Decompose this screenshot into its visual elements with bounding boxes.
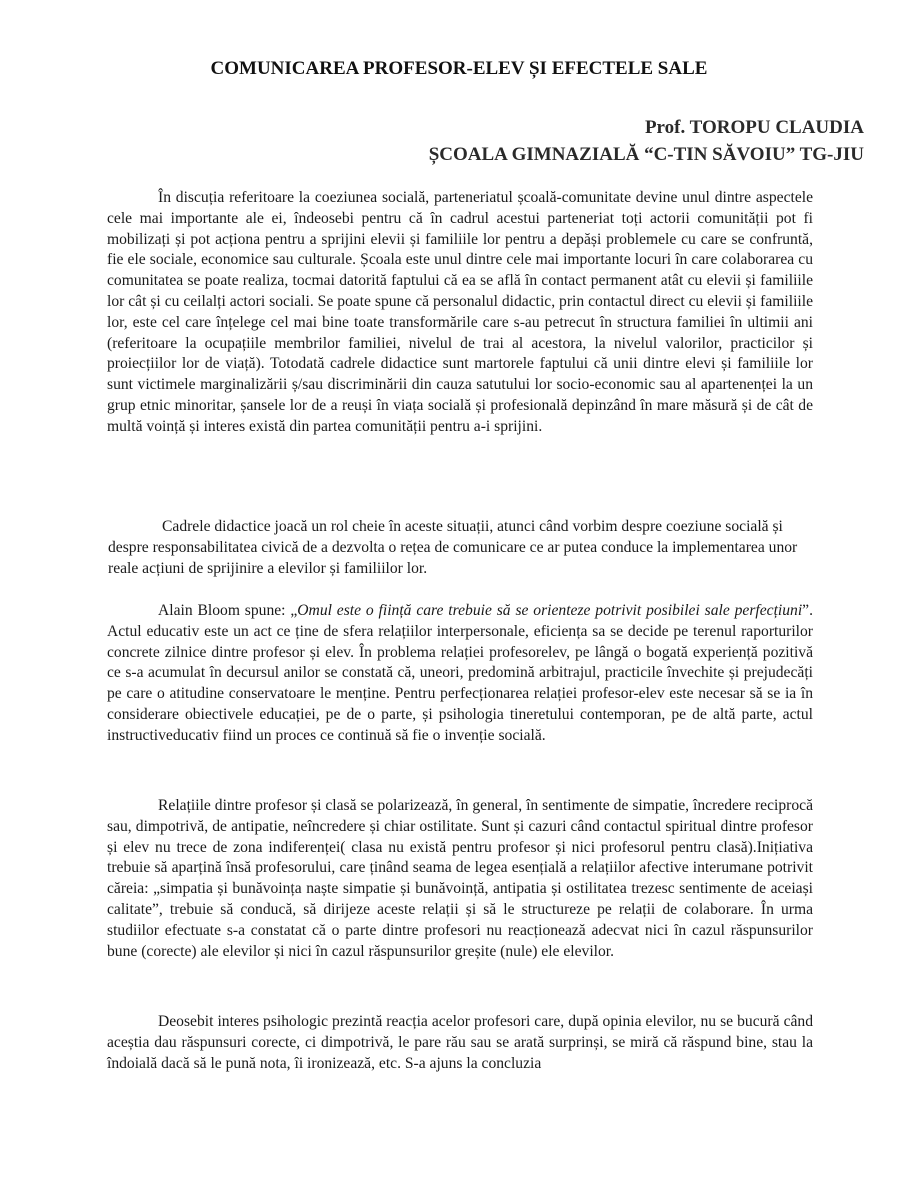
paragraph-2 [108,517,826,579]
bloom-quote: Omul este o ființă care trebuie să se orienteze potrivit posibilei sale perfecțiuni [297,602,803,619]
document-title: COMUNICAREA PROFESOR-ELEV ȘI EFECTELE SALE [210,58,708,79]
paragraph-rest: ”. Actul educativ este un act ce ține de sfera relațiilor interpersonale, eficiența sa se decide pe terenul raporturilor concrete zilnice dintre profesor și elev. În problema relației profesorelev, pe lângă o bogată experiență pozitivă ce s-a acumulat în decursul anilor se constată că, uneori, predomină arbitrajul, practicile învechite și prejudecăți pe care o atitudine conservatoare le menține. Pentru perfecționarea relației profesor-elev este necesar să se ia în considerare obiectivele educației, pe de o parte, și psihologia tineretului contemporan, pe de altă parte, actul instructiveducativ fiind un proces ce continuă să fie o invenție socială. [107,602,813,744]
author-block [429,114,864,168]
paragraph-3 [107,601,813,747]
paragraph-1 [107,188,813,438]
paragraph-text: Relațiile dintre profesor și clasă se polarizează, în general, în sentimente de simpatie, încredere reciprocă sau, dimpotrivă, de antipatie, neîncredere și chiar ostilitate. Sunt și cazuri când contactul spiritual dintre profesor și elev nu trece de zona indiferenței( clasa nu există pentru profesor și nici profesorul pentru clasă).Inițiativa trebuie să aparțină însă profesorului, care ținând seama de legea esențială a relațiilor afective interumane potrivit căreia: „simpatia și bunăvoința naște simpatie și bunăvoință, antipatia și ostilitatea trezesc sentimente de aceiași calitate”, trebuie să conducă, să dirijeze aceste relații și să le structureze pe relații de colaborare. În urma studiilor efectuate s-a constatat că o parte dintre profesori nu reacționează adecvat nici în cazul răspunsurilor bune (corecte) ale elevilor și nici în cazul răspunsurilor greșite (nule) ele elevilor. [107,797,813,960]
paragraph-text: Cadrele didactice joacă un rol cheie în aceste situații, atunci când vorbim despre coeziune socială și despre responsabilitatea civică de a dezvolta o rețea de comunicare ce ar putea conduce la implementarea unor reale acțiuni de sprijinire a elevilor și familiilor lor. [108,518,798,577]
paragraph-lead: Alain Bloom spune: „ [158,602,298,619]
author-name: Prof. TOROPU CLAUDIA [644,117,864,138]
paragraph-text [107,601,813,747]
paragraph-text: Deosebit interes psihologic prezintă reacția acelor profesori care, după opinia elevilor, nu se bucură când aceștia dau răspunsuri corecte, ci dimpotrivă, le pare rău sau se arată surprinși, se miră că răspund bine, stau la îndoială dacă să le pună nota, îi ironizează, etc. S-a ajuns la concluzia [107,1013,813,1072]
institution-name: ȘCOALA GIMNAZIALĂ “C-TIN SĂVOIU” TG-JIU [428,144,864,165]
paragraph-4 [107,796,813,962]
paragraph-5 [107,1012,813,1074]
paragraph-text: În discuția referitoare la coeziunea socială, parteneriatul școală-comunitate devine unul dintre aspectele cele mai importante ale ei, îndeosebi pentru că în cadrul acestui parteneriat toți actorii comunității pot fi mobilizați și pot acționa pentru a sprijini elevii și familiile lor pentru a depăși problemele cu care se confruntă, fie ele sociale, economice sau culturale. Școala este unul dintre cele mai importante locuri în care colaborarea cu comunitatea se poate realiza, tocmai datorită faptului că ea se află în contact permanent atât cu elevii și familiile lor cât și cu ceilalți actori sociali. Se poate spune că personalul didactic, prin contactul direct cu elevii și familiile lor, este cel care înțelege cel mai bine toate transformările care s-au petrecut în structura familiei în ultimii ani (referitoare la ocupațiile membrilor familiei, nivelul de trai al acestora, la nivelul valorilor, practicilor și proiecțiilor lor de viață). Totodată cadrele didactice sunt martorele faptului că unii dintre elevi și familiile lor sunt victimele marginalizării ș/sau discriminării din cauza satutului lor socio-economic sau al apartenenței la un grup etnic minoritar, șansele lor de a reuși în viața socială și profesională depinzând în mare măsură și de cât de multă voință și interes există din partea comunității pentru a-i sprijini. [107,189,813,435]
